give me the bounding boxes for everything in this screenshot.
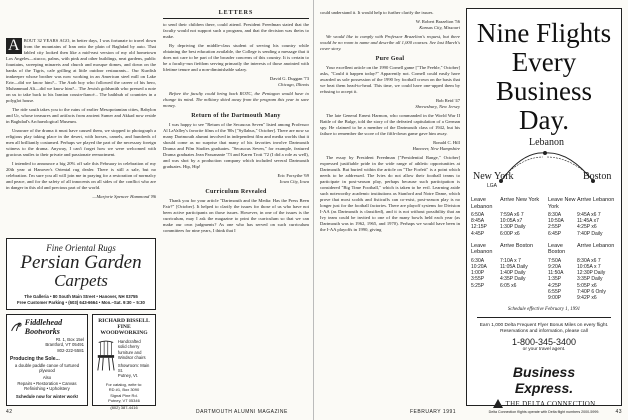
fiddlehead-services: Repairs • Restoration • Canvas — [17, 380, 77, 386]
column-3 — [320, 10, 460, 236]
promo-line-2: Reservations and information, please call — [500, 329, 588, 335]
signature: —Marjorie Spencer Hammond '86 — [92, 194, 156, 199]
schedule-header: Arrive Lebanon — [577, 197, 615, 203]
schedule-time: 10:05A x7 — [500, 218, 523, 225]
issue-date: FEBRUARY 1991 — [410, 409, 457, 415]
schedule-lebanon-boston — [471, 243, 540, 301]
schedule-departures — [471, 258, 499, 289]
schedule-header: Leave Lebanon — [471, 242, 493, 256]
paragraph: The ride south takes you to the ruins of earlier Mesopotamian cities, Babylon and Ur, whose treasures and artifacts from ancient Sumer and Akkad now reside in Baghdad's Archaeological Museum. — [6, 107, 156, 124]
logo-express: Express. — [514, 380, 574, 397]
schedule-time: 8:30A — [548, 212, 562, 218]
route-map — [471, 137, 617, 193]
signature-place: Hanover, New Hampshire — [412, 146, 460, 151]
fiddlehead-tagline-2: a double paddle canoe of turtured plywood — [14, 362, 80, 374]
schedule-time: 10:50A — [548, 218, 564, 225]
schedule-time: 11:45A x7 — [577, 218, 599, 225]
schedule-time: 3:35P Daily — [577, 276, 603, 283]
schedule-time: 12:15P — [471, 224, 487, 231]
schedule-time: 5:05P x6 — [577, 282, 597, 289]
section-header: LETTERS — [218, 10, 254, 16]
schedule-time: 1:00P — [471, 270, 485, 277]
letter-heading: Return of the Dartmouth Many — [191, 113, 281, 119]
schedule-arrivals — [577, 212, 617, 237]
schedules-row-2 — [471, 243, 617, 301]
paragraph: I intended to announce a big 20% off sale this February in celebration of my 20th year at Hanover's Oriental rug dealer. There is still a sale, but no celebration. I'm sure you all will join me in praying for a restoration of normalcy and peace, and for the safety of all innocents on all sides of the conflict who are in danger in this old and precious part of the world. — [6, 161, 156, 190]
reservations-phone[interactable]: 1-800-345-3400 — [511, 337, 577, 348]
promo-line-3: or your travel agent. — [522, 347, 566, 353]
bissell-catalog-4: Putney, VT 05346 — [108, 398, 140, 404]
bissell-showroom-2: Putney, Vt. — [117, 373, 139, 379]
rug-ad-footer — [7, 294, 155, 305]
schedule-time: 4:25P x6 — [577, 224, 597, 231]
fiddlehead-logo — [10, 318, 84, 336]
editor-note: Before the faculty could bring back ROTC, the Pentagon would have to change its mind. The military shied away from the program this year to save money. — [163, 91, 309, 108]
schedule-time: 7:40P 6 Only — [577, 288, 606, 295]
intro-paragraph — [6, 38, 156, 104]
schedule-time: 7:50A — [548, 257, 562, 264]
signature-place: Kansas City, Missouri — [419, 25, 460, 30]
bissell-showroom: Showroom: Main St. — [117, 362, 150, 374]
fiddlehead-address-2: Brantford, VT 05491 — [45, 342, 84, 348]
page-number-left: 42 — [6, 409, 13, 415]
page-number-right: 43 — [615, 409, 622, 415]
fiddlehead-address-1: Rt. 1, Box 15el — [55, 337, 84, 342]
bissell-name: RICHARD BISSELL — [98, 318, 150, 324]
signature-place: Iowa City, Iowa — [279, 179, 309, 184]
rug-ad-title: Fine Oriental Rugs — [46, 243, 116, 253]
signature-name: Eric Forsythe '69 — [277, 173, 309, 178]
schedule-time: 10:20A — [471, 264, 487, 271]
windsor-chair-icon — [96, 339, 116, 373]
signature-name: David G. Duggan '73 — [269, 76, 309, 81]
bissell-catalog-1: For catalog, write to: — [105, 381, 143, 387]
headline-line-2: Every — [511, 47, 577, 77]
schedule-header: Leave Boston — [548, 242, 566, 256]
paragraph: Thank you for your article "Dartmouth and the Media: Has the Press Been Fair?" [October]. It helped to clarify the issues for those of us who have not been active participants on those issues. However, in one of the issues is the curriculum, may I ask the magazine to print the curriculum so that we can make our own judgments? As one who has served on such curriculum committees for nine years, I think that I — [163, 198, 309, 233]
intro-text: BOUT 32 YEARS AGO, in better days, I was fortunate to travel down from the mountains of Iran onto the plain of Baghdad by auto. That fabled city looked then like a mid-east version of my old hometown Los Angeles—stucco, palms, with pink and other buildings, neat gardens, public fountains, sweeping minarets and church and mosque domes, and down on the banks of the Tigris, cafe grilling at little outdoor restaurants... Our Kurdish innkeeper whose brother was now working in an American steel mill on Lake Erie—did we know him?... The Arab boy who followed the career of his hero, Muhammad Ali—did we know him?... The Jewish goldsmith who pressed a note on us to take back to his Iranian cousin-fiancé... The bathhub of countries in a polyglot house. — [6, 38, 156, 103]
paragraph: The late General Ernest Harmon, who commanded in the World War II Battle of the Bulge, told the story of the defeated capitulation of a German spy. He claimed to be a member of the Dartmouth class of 1942, but his failure to remember the score of the fifth-down game gave him away. — [320, 113, 460, 136]
schedule-time: 6:55P — [548, 288, 562, 295]
paragraph: By depriving the middle-class student of serving his country while obtaining the best education available, the College is sending a message that it does not care to be part of the broader concerns of this country. It is certain to be a faculty-run fiefdom serving primarily the interests of those anointed with lifetime tenure and a non-diminishable salary. — [163, 43, 309, 72]
city-new-york-airport: LGA — [487, 183, 498, 189]
bissell-subtitle: FINE WOODWORKING — [100, 324, 148, 336]
bissell-desc: Handcrafted — [117, 339, 141, 344]
rug-ad-phone: Free Customer Parking • (603) 643-6664 • Mon.–Sat. 9:30 – 5:30 — [17, 299, 145, 305]
schedule-lebanon-newyork — [471, 197, 540, 237]
paragraph: to send their children there, could attend. President Freedman stated that the faculty would not support such a program, and that the decision was theirs to make. — [163, 22, 309, 39]
schedule-header: Leave New York — [548, 197, 576, 210]
schedule-time: 9:42P x6 — [577, 295, 597, 302]
logo-delta-text: THE DELTA CONNECTION — [505, 399, 596, 408]
logo-business: Business — [512, 364, 576, 381]
schedule-arrivals — [500, 212, 540, 237]
schedule-time: 7:59A x6 7 — [500, 212, 524, 218]
schedule-arrivals — [500, 258, 540, 289]
schedule-time: 11:50A — [548, 270, 564, 277]
paragraph: The essay by President Freedman ["Presidential Range," October] expressed justifiable pride in the wide range of athletic opportunities at Dartmouth. But buried within the article on "The Forfeit" is a point which needs to be addressed. The Ivies do not allow their football teams to participate in post-season play, perhaps because such participation is considered "Big Time Football," which is taken to be evil. Learning aside such noteworthy academic institutions as Stanford and Notre Dame, which prove that most scolds and fisticuffs can co-exist, post-season play is no longer just for the football factories. There are playoff systems for Division I-AA (as Dartmouth is classified), and it is not without possibility that an Ivy team could be invited to one of the many bowls held each year (as Dartmouth was in 1962, 1965, and 1970). Perhaps we would have been in the I-AA playoffs in 1990, giving — [320, 155, 460, 232]
nine-flights-ad[interactable] — [466, 8, 622, 415]
schedule-time: 12:30P Daily — [577, 270, 606, 277]
schedule-header: Arrive Boston — [500, 242, 534, 249]
nine-flights-headline — [471, 19, 617, 135]
right-page — [314, 0, 628, 420]
schedule-time: 6:00P x6 — [500, 230, 520, 237]
schedule-time: 3:55P — [471, 276, 485, 283]
letter-heading: Pure Goal — [375, 56, 405, 62]
bissell-desc: solid cherry — [117, 344, 140, 350]
editor-note: We would like to comply with Professor Brazelton's request, but there would be no room to name and describe all 1,000 courses. See last March's cover story. — [320, 34, 460, 51]
ad-divider — [477, 317, 611, 318]
paragraph: I was happy to see "Return of the Secaucus Seven" listed among Professor Al LaValley's favorite films of the '80s ["Syllabus," October]. There are now so many Dartmouth alumni involved in independent film and media worlds that it should come as no surprise that many of his favorites involve Dartmouth Drama and Film Studies graduates. "Secaucus Seven," for example, featured Drama graduates Jean Passanante '73 and Karen Trott '72 (I did a role as well), and was shot by a production company which included several Dartmouth graduates. Hip, Hip! — [163, 122, 309, 169]
fiddlehead-tagline: Producing the Sole... — [10, 356, 60, 363]
bissell-body — [96, 339, 152, 379]
schedule-time: 5:25P — [471, 282, 485, 289]
signature-name: Ronald C. Hill — [433, 140, 460, 145]
magazine-name: DARTMOUTH ALUMNI MAGAZINE — [196, 409, 288, 415]
fiddlehead-address-block — [10, 337, 84, 353]
signature-place: Chicago, Illinois — [278, 82, 309, 87]
schedule-time: 11:05A Daily — [500, 264, 528, 271]
rug-ad-address: The Galleria • 80 South Main Street • Hanover, NH 03755 — [24, 294, 138, 300]
schedule-time: 6:05 x6 — [500, 282, 517, 289]
schedule-departures — [548, 212, 576, 237]
schedule-departures — [548, 258, 576, 301]
header-rule — [163, 18, 309, 19]
bissell-catalog-2: RD #1, Box 3090 — [108, 387, 140, 393]
fiddlehead-ad[interactable] — [6, 314, 88, 406]
paragraph: Your excellent article on the 1990 Cornell game ["The Feeble," October] asks, "Could it happen today?" Apparently not. Cornell could easily have awarded us sole possession of the 1990 Ivy football crown on the basis that we beat them head-to-head. This time, we could have one-upped them by refusing to accept it. — [320, 65, 460, 94]
schedule-departures — [471, 212, 499, 237]
rug-ad-name-2: Carpets — [54, 271, 108, 290]
fiddlehead-cta: Schedule now for winter work! — [15, 393, 79, 399]
schedule-time: 4:35P Daily — [500, 276, 526, 283]
schedule-header: Leave Lebanon — [471, 197, 493, 210]
schedule-header: Arrive New York — [500, 197, 540, 203]
paragraph: could understand it. It would help to further clarify the issues. — [320, 10, 434, 15]
ad-fineprint: Delta Connection flights operate with Delta flight numbers 2000-5999. — [488, 410, 600, 415]
schedule-time: 9:00P — [548, 295, 562, 302]
promo-line-1: Earn 1,000 Delta Frequent Flyer Bonus Miles on every flight. — [479, 323, 609, 329]
bissell-desc: Windsor chairs — [117, 355, 146, 361]
schedule-arrivals — [577, 258, 617, 301]
schedule-time: 1:30P Daily — [500, 224, 526, 231]
schedule-boston-lebanon — [548, 243, 617, 301]
delta-connection-logo — [471, 399, 617, 408]
paragraph: Unaware of the drama it must have caused them, we stopped to photograph a religious play taking place in the desert, with horses, camels, and hundreds of men all brilliantly costumed. Perhaps we played the part of the necessary foreign witness to the drama. Anyway, I can't forget how we were welcomed with gracious smiles to their private and passionate reenactment. — [6, 128, 156, 157]
schedule-newyork-lebanon — [548, 197, 617, 237]
delta-triangle-icon — [493, 399, 503, 408]
city-boston: Boston — [583, 171, 612, 182]
schedule-time: 4:25P — [548, 282, 562, 289]
fiddlehead-phone: 802-222-5581 — [57, 347, 84, 353]
fiddlehead-name: Fiddlehead Bootworks — [24, 318, 63, 336]
schedule-effective: Schedule effective February 1, 1991 — [507, 307, 581, 313]
schedule-time: 9:45A x6 7 — [577, 212, 601, 218]
schedule-time: 1:40P Daily — [500, 270, 526, 277]
column-1 — [6, 38, 156, 203]
column-2 — [163, 10, 309, 237]
schedule-time: 10:05A x 7 — [577, 264, 601, 271]
bissell-catalog-3: Signal Pine Rd. — [110, 392, 138, 398]
schedule-time: 1:35P — [548, 276, 562, 283]
city-new-york: New York — [473, 171, 514, 182]
schedule-time: 6:50A — [471, 212, 485, 218]
fiddlehead-fern-icon — [10, 320, 23, 334]
schedule-time: 2:55P — [548, 224, 562, 231]
headline-line-1: Nine Flights — [476, 18, 612, 48]
schedule-time: 8:45A — [471, 218, 485, 225]
ad-promo — [471, 323, 617, 335]
business-express-logo — [471, 364, 617, 395]
schedule-time: 6:30A — [471, 257, 485, 264]
fiddlehead-also: Also — [42, 375, 52, 381]
persian-garden-ad[interactable] — [6, 238, 156, 310]
schedule-time: 8:30A x6 7 — [577, 257, 601, 264]
bissell-ad[interactable] — [92, 314, 156, 411]
schedule-time: 6:45P — [548, 230, 562, 237]
schedule-time: 4:45P — [471, 230, 485, 237]
bissell-phone: (802) 387-4416 — [110, 405, 138, 411]
city-lebanon: Lebanon — [529, 137, 564, 148]
schedule-time: 9:20A — [548, 264, 562, 271]
letter-heading: Curriculum Revealed — [205, 189, 267, 195]
drop-cap: A — [8, 37, 20, 54]
schedule-time: 7:10A x 7 — [500, 257, 521, 264]
bissell-desc: furniture and — [117, 349, 142, 355]
schedule-time: 7:40P Daily — [577, 230, 603, 237]
rug-ad-name: Persian Garden — [20, 252, 142, 273]
headline-line-3: Business Day. — [495, 76, 593, 135]
signature-place: Shrewsbury, New Jersey — [415, 104, 460, 109]
bissell-description — [118, 339, 152, 379]
schedule-header: Arrive Lebanon — [577, 242, 615, 249]
bissell-catalog — [96, 382, 152, 411]
schedules-row-1 — [471, 197, 617, 237]
signature-name: W. Robert Brazelton '56 — [415, 19, 460, 24]
signature-name: Bob Reid '47 — [435, 98, 460, 103]
fiddlehead-services-2: Refinishing • Upholstery — [24, 386, 70, 392]
